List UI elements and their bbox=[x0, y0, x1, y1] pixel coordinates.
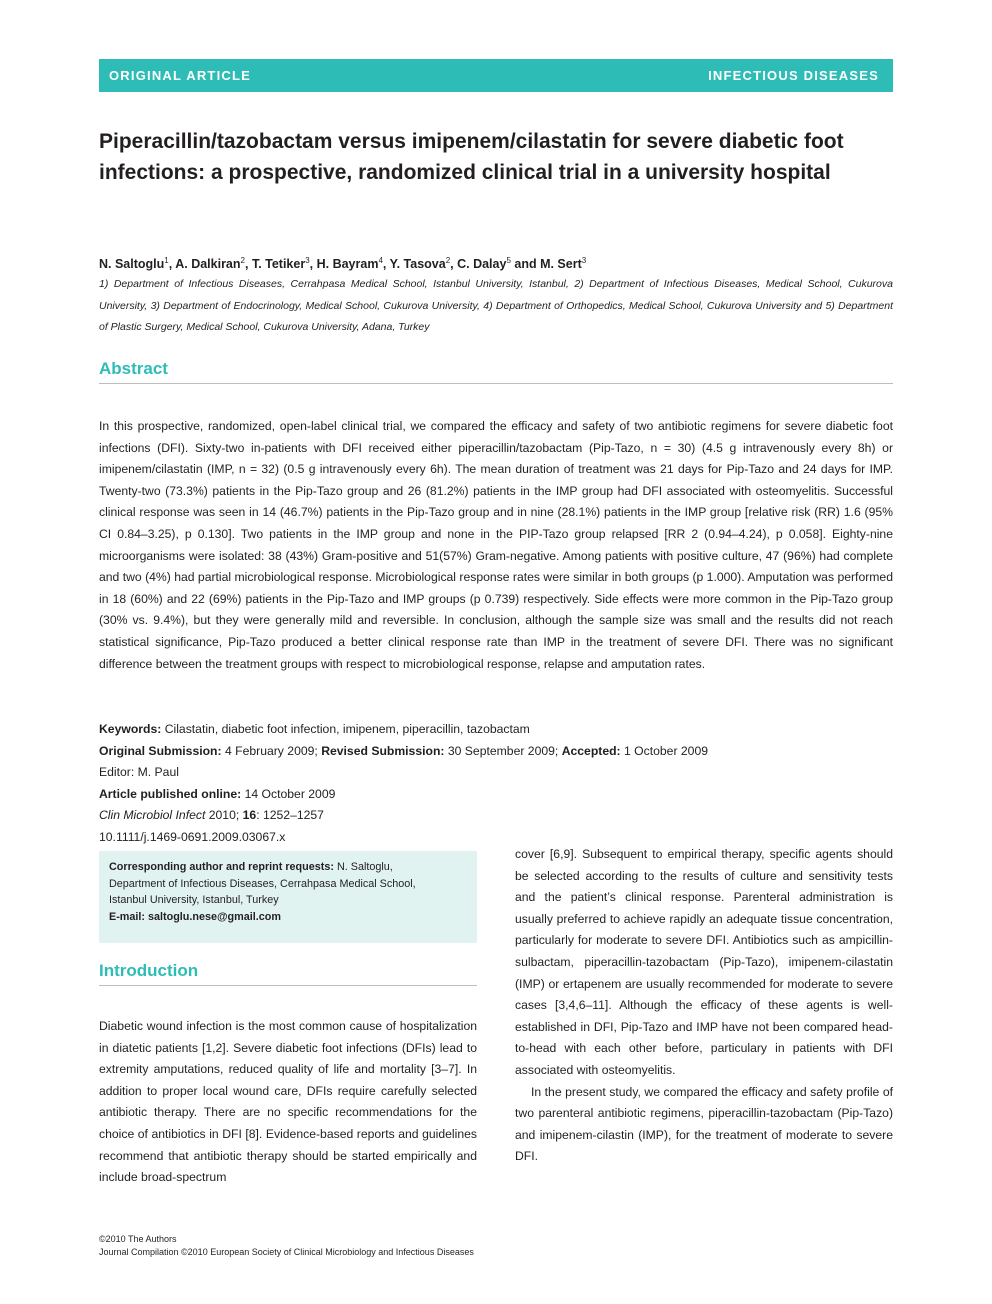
copyright-journal: Journal Compilation ©2010 European Society of Clinical Microbiology and Infectious Diseases bbox=[99, 1247, 474, 1257]
author: C. Dalay$^5$ bbox=[457, 256, 511, 272]
citation: Clin Microbiol Infect 2010; 16: 1252–1257 bbox=[99, 808, 324, 823]
author: N. Saltoglu$^1$ bbox=[99, 256, 169, 272]
introduction-text: Diabetic wound infection is the most common cause of hospitalization in diatetic patients [1,2]. Severe diabetic foot infections (DFIs) lead to extremity amputations, reduced quality of life and mortality [3–7]. In addition to proper local wound care, DFIs require carefully selected antibiotic therapy. There are no specific recommendations for the choice of antibiotics in DFI [8]. Evidence-based reports and guidelines recommend that antibiotic therapy should be started empirically and include broad-spectrum bbox=[99, 1019, 477, 1185]
author: M. Sert$^3$ bbox=[540, 256, 587, 272]
corresponding-author-box: Corresponding author and reprint requests: N. Saltoglu, Department of Infectious Diseases, Cerrahpasa Medical School, Istanbul University, Istanbul, Turkey E-mail: saltoglu.nese@gmail.com bbox=[99, 851, 477, 943]
email-address: saltoglu.nese@gmail.com bbox=[148, 910, 281, 923]
author: Y. Tasova$^2$ bbox=[389, 256, 451, 272]
article-metadata bbox=[99, 719, 893, 849]
article-type-label: ORIGINAL ARTICLE bbox=[109, 68, 251, 83]
editor-line: Editor: M. Paul bbox=[99, 765, 179, 780]
submission-dates: Original Submission: 4 February 2009; Revised Submission: 30 September 2009; Accepted: 1 October 2009 bbox=[99, 743, 709, 758]
doi: 10.1111/j.1469-0691.2009.03067.x bbox=[99, 829, 286, 844]
author-list: N. Saltoglu$^1$, A. Dalkiran$^2$, T. Tetiker$^3$, H. Bayram$^4$, Y. Tasova$^2$, C. Dalay$^5$ and M. Sert$^3$ bbox=[99, 256, 587, 272]
article-type-banner bbox=[99, 59, 893, 92]
article-title: Piperacillin/tazobactam versus imipenem/cilastatin for severe diabetic foot infections: a prospective, randomized clinical trial in a university hospital bbox=[99, 130, 844, 184]
page-footer bbox=[99, 1233, 893, 1259]
right-column-text bbox=[515, 844, 893, 1168]
paragraph: In the present study, we compared the efficacy and safety profile of two parenteral antibiotic regimens, piperacillin-tazobactam (Pip-Tazo) and imipenem-cilastin (IMP), for the treatment of moderate to severe DFI. bbox=[515, 1084, 893, 1164]
copyright-authors: ©2010 The Authors bbox=[99, 1234, 177, 1244]
introduction-heading: Introduction bbox=[99, 961, 477, 986]
paragraph: cover [6,9]. Subsequent to empirical therapy, specific agents should be selected according to the results of culture and sensitivity tests and the patient’s clinical response. Parenteral administration is usually preferred to achieve rapidly an adequate tissue concentration, particularly for moderate to severe DFI. Antibiotics such as ampicillin-sulbactam, piperacillin-tazobactam (Pip-Tazo), imipenem-cilastatin (IMP) or ertapenem are usually recommended for moderate to severe cases [3,4,6–11]. Although the efficacy of these agents is well-established in DFI, Pip-Tazo and IMP have not been compared head-to-head with each other before, particulary in patients with DFI associated with osteomyelitis. bbox=[515, 847, 893, 1077]
author: A. Dalkiran$^2$ bbox=[175, 256, 245, 272]
section-label: INFECTIOUS DISEASES bbox=[708, 68, 879, 83]
abstract-heading: Abstract bbox=[99, 359, 893, 384]
author: T. Tetiker$^3$ bbox=[251, 256, 310, 272]
author: H. Bayram$^4$ bbox=[316, 256, 383, 272]
author-affiliations: 1) Department of Infectious Diseases, Cerrahpasa Medical School, Istanbul University, Istanbul, 2) Department of Infectious Diseases, Medical School, Cukurova University, 3) Department of Endocrinology, Medical School, Cukurova University, 4) Department of Orthopedics, Medical School, Cukurova University and 5) Department of Plastic Surgery, Medical School, Cukurova University, Adana, Turkey bbox=[99, 278, 893, 333]
keywords-line: Keywords: Cilastatin, diabetic foot infection, imipenem, piperacillin, tazobactam bbox=[99, 722, 530, 736]
abstract-text: In this prospective, randomized, open-label clinical trial, we compared the efficacy and safety of two antibiotic regimens for severe diabetic foot infections (DFI). Sixty-two in-patients with DFI received either piperacillin/tazobactam (Pip-Tazo, n = 30) (4.5 g intravenously every 8h) or imipenem/cilastatin (IMP, n = 32) (0.5 g intravenously every 6h). The mean duration of treatment was 21 days for Pip-Tazo and 24 days for IMP. Twenty-two (73.3%) patients in the Pip-Tazo group and 26 (81.2%) patients in the IMP group had DFI associated with osteomyelitis. Successful clinical response was seen in 14 (46.7%) patients in the Pip-Tazo group and in nine (28.1%) patients in the IMP group [relative risk (RR) 1.6 (95% CI 0.84–3.25), p 0.130]. Two patients in the IMP group and none in the PIP-Tazo group relapsed [RR 2 (0.94–4.24), p 0.058]. Eighty-nine microorganisms were isolated: 38 (43%) Gram-positive and 51(57%) Gram-negative. Among patients with positive culture, 47 (96%) had complete and two (4%) had partial microbiological response. Microbiological response rates were similar in both groups (p 1.000). Amputation was performed in 18 (60%) and 22 (69%) patients in the Pip-Tazo and IMP groups (p 0.739) respectively. Side effects were more common in the Pip-Tazo group (30% vs. 9.4%), but they were generally mild and reversible. In conclusion, although the sample size was small and the results did not reach statistical significance, Pip-Tazo produced a better clinical response rate than IMP in the treatment of severe DFI. There was no significant difference between the treatment groups with respect to microbiological response, relapse and amputation rates. bbox=[99, 419, 893, 671]
published-online: Article published online: 14 October 2009 bbox=[99, 786, 336, 801]
keywords: Cilastatin, diabetic foot infection, imipenem, piperacillin, tazobactam bbox=[164, 722, 530, 736]
